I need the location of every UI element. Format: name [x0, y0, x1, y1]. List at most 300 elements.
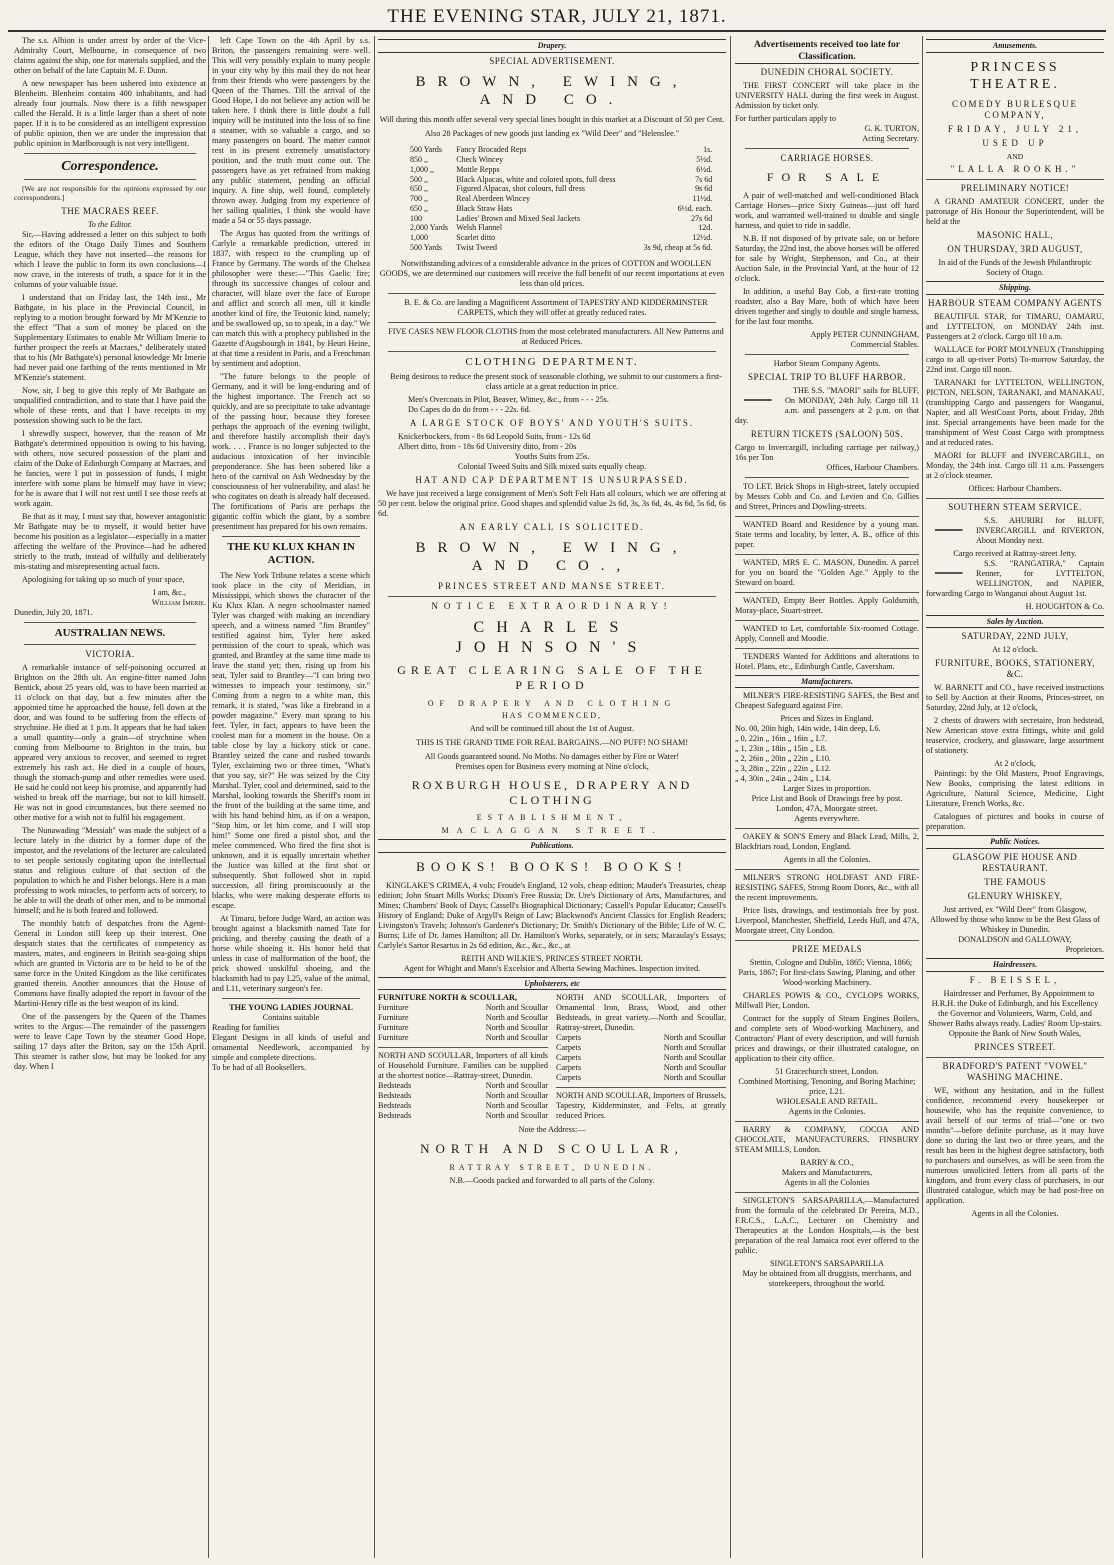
section-heading: AUSTRALIAN NEWS.: [54, 626, 166, 639]
paragraph: A new newspaper has been ushered into existence at Blenheim. Blenheim contains 400 inhabitants, and had already four journals. Now there is a fifth newspaper called the Herald. It is a little larger than a sheet of note paper. If it is to be considered as an intelligent expression of public opinion, then we are under the impression that public opinion in Marlborough is not very intelligent.: [14, 79, 206, 148]
ad-line: We have just received a large consignment of Men's Soft Felt Hats all colours, which we are offering at 50 per cent. below the original price. Good shapes and splendid value 2s 6d, 3s, 3s 6d, 4s, 4s 6d, 5s 6d, 6s 6d.: [378, 488, 726, 518]
ad-title: CHARLES JOHNSON'S: [455, 619, 649, 656]
ad-title: BOOKS! BOOKS! BOOKS!: [416, 858, 688, 874]
divider: [745, 477, 909, 478]
divider: [222, 536, 360, 537]
ad-title: F. BEISSEL,: [969, 974, 1061, 985]
list-item: [378, 1101, 548, 1111]
ad-line: Prices and Sizes in England.: [780, 714, 874, 724]
list-item: [556, 1073, 726, 1083]
price-item: Welsh Flannel: [456, 223, 503, 233]
article-title: THE MACRAES REEF.: [61, 205, 159, 216]
list-item-value: North and Scoullar: [485, 1023, 548, 1033]
price-row: [408, 165, 714, 175]
ad-title: FURNITURE, BOOKS, STATIONERY, &C.: [935, 658, 1095, 680]
list-item-value: North and Scoullar: [663, 1073, 726, 1083]
price-value: 6½d. each.: [677, 203, 713, 213]
ad-title: THE YOUNG LADIES JOURNAL: [229, 1002, 353, 1012]
paragraph: The Argus has quoted from the writings of Carlyle a remarkable prediction, uttered in 1837, with respect to the crumpling up of France by Germany. The words of the Chelsea philosopher were these:—"This Gaelic fire; through its successive changes of colour and character, will blaze over the face of Europe and afflict and scorch all men, till it kindle another kind of fire, the Teutonic kind, namely; and be swallowed up, so to speak, in a day." We can match this with a prophecy published in the Gazette d'Augsbourgh in 1841, by Heuri Heine, at that time a resident in Paris, and a Frenchman by sentiment and adoption.: [212, 229, 370, 368]
price-qty: 1,000 ,,: [410, 164, 434, 174]
ad-line: Contains suitable: [262, 1012, 320, 1022]
paragraph: The New York Tribune relates a scene which took place in the city of Meridian, in Mississippi, which shows the character of the Ku Klux Klan. A negro schoolmaster named Tyler was charged with making an incendiary speech, and a witness named "Jim Brantley" testified against him, Tyler here asked permission of the court to speak, which was granted, and Brantley at the same time made to leave the stand yet; then, rising up from his seat, Tyler said to Brantley—"I can bring two witnesses to impeach your testimony, sir." Coming from a negro to a white man, this remark, it is stated, "was like a firebrand in a powder magazine." Every man sprang to his feet. Tyler, in fact, appears to have been the coolest man for a moment in the house. On a table close by lay a hickory stick or cane. Brantley seized the cane and rushed towards Tyler, exclaiming two or three times, "What's that you say, sir?" He was seized by the City Marshal. Tyler, cool and determined, said to the Marshal, looking towards the Sheriff's room in the front of the building at the same time, and with his hand behind him, as if on a weapon, "Stop him, or let him come, and I will stop him!" Some one fired a pistol shot, and the melee commenced. Who fired the first shot is unknown, and it is equally uncertain whether the Justice was killed at the first shot or subsequently. Shot followed shot in rapid succession, all firing promiscuously at the blacks, who were making desperate efforts to escape.: [212, 570, 370, 910]
ad-line: WALLACE for PORT MOLYNEUX (Transhipping cargo to all up-river Ports) To-morrow Saturday, the 22nd inst. Cargo till noon.: [926, 344, 1104, 374]
list-item-label: Bedsteads: [378, 1111, 412, 1121]
ad-line: 2 chests of drawers with secretaire, Iron bedstead, New American stove extra fittings, white and gold teaservice, crockery, and glassware, large assortment of stationery.: [926, 716, 1104, 756]
ad-line: WANTED, MRS E. C. MASON, Dunedin. A parcel for you on board the "Golden Age." Apply to the Steward on board.: [735, 554, 919, 588]
ad-line: Do Capes do do do from - - - 22s. 6d.: [408, 404, 531, 414]
list-item-label: Carpets: [556, 1043, 582, 1053]
list-item-value: North and Scoullar: [485, 1081, 548, 1091]
column-6: [926, 36, 1104, 1558]
ad-line: Price List and Book of Drawings free by post.: [751, 794, 903, 804]
list-item-label: Furniture: [378, 1013, 409, 1023]
price-row: [408, 194, 714, 204]
price-row: [408, 243, 714, 253]
ad-line: Combined Mortising, Tenoning, and Boring Machine; price, L21.: [738, 1077, 916, 1097]
section-heading: Advertisements received too late for Classification.: [735, 40, 919, 64]
price-item: Twist Tweed: [456, 242, 498, 252]
list-item: „ 2, 26in „ 20in „ 22in „ L10.: [735, 754, 831, 764]
upholsterers-ads: [378, 993, 726, 1121]
ad-line: Agent for Whight and Mann's Excelsior and Alberta Sewing Machines. Inspection invited.: [403, 963, 701, 973]
ad-line: Elegant Designs in all kinds of useful and ornamental Needlework, accompanied by simple and complete directions.: [212, 1032, 370, 1062]
price-value: 12½d.: [692, 233, 713, 243]
ad-line: ESTABLISHMENT,: [476, 813, 628, 823]
list-item-value: North and Scoullar: [485, 1003, 548, 1013]
price-item: Mottle Repps: [456, 164, 500, 174]
price-value: 7s 6d: [695, 174, 713, 184]
divider: [388, 596, 716, 597]
ad-line: MASONIC HALL,: [976, 229, 1054, 240]
ad-title: GLENURY WHISKEY,: [967, 890, 1063, 901]
section-label: Manufacturers.: [735, 675, 919, 689]
ad-line: Apply PETER CUNNINGHAM,: [810, 329, 919, 339]
divider: [388, 322, 716, 323]
divider: [222, 998, 360, 999]
ad-line: Price lists, drawings, and testimonials free by post. Liverpool, Manchester, Sheffield, Leeds Hull, and 47A, Moorgate street, City London.: [735, 906, 919, 936]
ad-line: USED UP: [982, 137, 1048, 148]
ad-line: In aid of the Funds of the Jewish Philanthropic Society of Otago.: [938, 257, 1092, 277]
price-item: Ladies' Brown and Mixed Seal Jackets: [456, 213, 581, 223]
section-label: Upholsterers, etc: [378, 977, 726, 991]
ad-line: CHARLES POWIS & CO., CYCLOPS WORKS, Millwall Pier, London.: [735, 991, 919, 1011]
ad-line: Proprietors.: [1065, 944, 1104, 954]
ad-line: Contract for the supply of Steam Engines Boilers, and complete sets of Wood-working Machinery, and Contractors' Plant of every description, and will furnish prices and drawings, or their illustrated catalogue, on application to their city office.: [735, 1014, 919, 1064]
ad-title: PRELIMINARY NOTICE!: [926, 179, 1104, 194]
ad-line: N.B.—Goods packed and forwarded to all parts of the Colony.: [449, 1175, 655, 1185]
divider: [388, 351, 716, 352]
price-list-body: [408, 145, 714, 252]
bedstead-list: [378, 1081, 548, 1121]
ad-line: May be obtained from all druggists, merchants, and storekeepers, throughout the world.: [742, 1269, 912, 1289]
ad-line: All Goods guaranteed sound. No Moths. No damages either by Fire or Water!: [424, 752, 680, 762]
ad-title: SATURDAY, 22ND JULY,: [961, 631, 1069, 642]
ad-title: PRIZE MEDALS: [735, 940, 919, 955]
ad-address: PRINCES STREET AND MANSE STREET.: [438, 581, 666, 592]
section-heading: Correspondence.: [61, 159, 159, 174]
ad-line: Premises open for Business every morning at Nine o'clock,: [455, 762, 649, 772]
ad-title: DUNEDIN CHORAL SOCIETY.: [760, 67, 894, 78]
price-value: 5½d.: [696, 155, 713, 165]
ad-line: Knickerbockers, from - 8s 6d Leopold Suits, from - 12s 6d: [398, 431, 591, 441]
list-item-value: North and Scoullar: [485, 1111, 548, 1121]
ad-title: HARBOUR STEAM COMPANY AGENTS: [927, 297, 1103, 308]
price-row: [408, 204, 714, 214]
ad-line: Agents in the Colonies.: [788, 1107, 866, 1117]
ad-line: Agents in all the Colonies.: [971, 1208, 1059, 1218]
price-qty: 500 Yards: [410, 242, 443, 252]
section-label: Amusements.: [926, 39, 1104, 53]
article-subtitle: To the Editor.: [87, 219, 133, 229]
ad-line: FIVE CASES NEW FLOOR CLOTHS from the most celebrated manufacturers. All New Patterns and at Reduced Prices.: [388, 326, 724, 346]
ad-line: Will during this month offer several very special lines bought in this market at a Discount of 50 per Cent.: [379, 115, 725, 125]
ad-line: BARRY & COMPANY, COCOA AND CHOCOLATE, MANUFACTURERS, FINSBURY STEAM MILLS, London.: [735, 1121, 919, 1155]
ad-line: MILNER'S FIRE-RESISTING SAFES, the Best and Cheapest Safeguard against Fire.: [735, 691, 919, 711]
price-item: Real Aberdeen Wincey: [456, 194, 531, 204]
price-row: [408, 214, 714, 224]
ad-line: THE S.S. "MAORI" sails for BLUFF, On MONDAY, 24th July. Cargo till 11 a.m. and passengers at 2 p.m. on that day.: [735, 385, 919, 425]
column-rule: [730, 36, 731, 1558]
ad-line: Reading for families: [212, 1022, 280, 1032]
list-item-value: North and Scoullar: [663, 1033, 726, 1043]
paragraph: One of the passengers by the Queen of the Thames writes to the Argus:—The remainder of the passengers were to leave Cape Town by the steamer Good Hope, sailing 17 days after the Briton, say on the 15th April. This steamer is rather slow, but may be looked for any day. When I: [14, 1011, 206, 1071]
ad-line: TO LET. Brick Shops in High-street, lately occupied by Messrs Cobb and Co. and Levien and Co. Gillies and Street, Princes and Dowling-streets.: [735, 481, 919, 511]
ad-line: London, 47A, Moorgate street.: [776, 804, 878, 814]
price-qty: 1,000: [410, 233, 428, 243]
list-item: No. 00, 20in high, 14in wide, 14in deep, L6.: [735, 724, 881, 734]
ad-line: SINGLETON'S SARSAPARILLA,—Manufactured from the formula of the celebrated Dr Pereira, M.D., F.R.C.S., L.A.C., Lecturer on Chemistry and Therapeutics at the London Hospitals,—is the best preparation of the real Jamaica root ever offered to the public.: [735, 1192, 919, 1256]
ad-line: WE, without any hesitation, and in the fullest confidence, recommend every housekeeper or housewife, who has the requisite convenience, to avail herself of our terms of trial—"one or two months"—before definite purchase, as it may have done so during the last two or three years, and the result has been in the highest degree satisfactory, both to purchasers and ourselves, as will be seen from the numerous unsolicited letters from all parts of the kingdom, and from every class of purchasers, in our illustrated catalogue, which may be had post-free on application.: [926, 1085, 1104, 1205]
ad-line: A pair of well-matched and well-conditioned Black Carriage Horses—price Sixty Guineas—just off hard work, and warranted well-trained to double and single harness, and quiet to ride in saddle.: [735, 190, 919, 230]
ad-line: Makers and Manufacturers,: [781, 1168, 873, 1178]
ad-line: Agents in all the Colonies.: [783, 855, 871, 865]
ad-line: At 12 o'clock.: [992, 645, 1038, 655]
carpet-list: [556, 1033, 726, 1083]
ad-subtitle: CLOTHING DEPARTMENT.: [465, 355, 639, 368]
ad-line: WANTED to Let, comfortable Six-roomed Cottage. Apply, Connell and Moodie.: [735, 620, 919, 644]
masthead: THE EVENING STAR, JULY 21, 1871.: [387, 6, 727, 27]
ad-kicker: NOTICE EXTRAORDINARY!: [431, 601, 673, 612]
column-2: [212, 36, 370, 1558]
ad-line: In addition, a useful Bay Cob, a first-rate trotting roadster, also a Bay Mare, both of which have been driven together and singly to double and single harness, for the last four months.: [735, 286, 919, 326]
ad-line: 51 Gracechurch street, London.: [775, 1067, 879, 1077]
list-item: [378, 1091, 548, 1101]
ad-line: S.S. AHURIRI for BLUFF, INVERCARGILL and RIVERTON, About Monday next.: [976, 515, 1104, 545]
ad-line: Larger Sizes in proportion.: [782, 784, 872, 794]
ad-line: And will be continued till about the 1st of August.: [469, 724, 635, 734]
price-value: 9s 6d: [695, 184, 713, 194]
ad-line: WANTED, Empty Beer Bottles. Apply Goldsmith, Moray-place, Stuart-street.: [735, 592, 919, 616]
ad-line: THE FAMOUS: [984, 876, 1046, 887]
price-value: 27s 6d: [691, 213, 713, 223]
paragraph: The monthly batch of despatches from the Agent-General in London still keep up their interest. One despatch states that the certificates of competency as masters, mates, and engineers in British sea-going ships which are granted in Victoria are to be held to be of the same force in the United Kingdom as the like certificates granted therein. Another announces that the House of Commons have finally adopted the report in favour of the Martini-Henry rifle as the best weapon of its kind.: [14, 918, 206, 1008]
price-item: Check Wincey: [456, 155, 504, 165]
divider: [745, 148, 909, 149]
article-title: THE KU KLUX KHAN IN ACTION.: [227, 541, 355, 567]
ad-line: S.S. "RANGATIRA," Captain Renner, for LYTTELTON, WELLINGTON, and NAPIER, forwarding Cargo to Wanganui about August 1st.: [926, 558, 1104, 598]
ad-line: Paintings: by the Old Masters, Proof Engravings, New Books, comprising the latest editions in Agriculture, Natural Science, Medicine, Light Literature, French Works, &c.: [926, 769, 1104, 809]
steamship-icon: [735, 386, 781, 414]
list-item-label: Bedsteads: [378, 1101, 412, 1111]
paragraph: "The future belongs to the people of Germany, and it will be long-enduring and of the highest importance. The French act so quickly, and are so precipitate to take advantage of the passing hour, because they foresee perhaps the approach of the evening twilight, and therefore hastily accomplish their day's work. . . . France is no longer subjected to the audacious intoxication of her invincible preponderance. She has been sobered like a hero of the carnival on Ash Wednesday by the consciousness of her vulnerability, and alas! he who cogitates on death is already half deceased. The fortifications of Paris are perhaps the gigantic coffin which the giant, by a sombre presentiment has prepared for his own remains.: [212, 372, 370, 531]
ad-line: BARRY & CO.,: [800, 1158, 854, 1168]
divider: [24, 153, 196, 154]
paragraph: The Nunawading "Messiah" was made the subject of a lecture lately in the district by a former dupe of the impostor, and the revelations of the lecturer are calculated to set people seriously cogitating upon the intellectual status and religious culture of that section of the population to which he and Fisher belongs. Here is a man professing to work miracles, to perform acts of sorcery, to be able to will the death of other men, and to be immortal himself; and he is both feared and followed.: [14, 825, 206, 915]
paragraph: Now, sir, I beg to give this reply of Mr Bathgate an unqualified contradiction, and to state that I have paid the whole of these rents, and that I have receipts in my possession showing such to be the fact.: [14, 385, 206, 425]
ad-title: NORTH AND SCOULLAR,: [420, 1141, 684, 1157]
price-qty: 500 Yards: [410, 145, 443, 155]
list-item: [378, 1033, 548, 1043]
section-label: Publications.: [378, 839, 726, 853]
list-item-label: Carpets: [556, 1033, 582, 1043]
list-item-value: North and Scoullar: [485, 1101, 548, 1111]
ad-title: PRINCESS THEATRE.: [970, 59, 1060, 92]
ad-line: Agents everywhere.: [794, 814, 860, 824]
list-item: [556, 1043, 726, 1053]
ad-title: ROXBURGH HOUSE, DRAPERY AND CLOTHING: [411, 778, 693, 807]
divider: [388, 293, 716, 294]
price-item: Black Straw Hats: [456, 203, 513, 213]
price-value: 11½d.: [692, 194, 713, 204]
list-item-value: North and Scoullar: [663, 1063, 726, 1073]
price-qty: 700 ,,: [410, 194, 428, 204]
list-item: „ 0, 22in „ 16in „ 16in „ L7.: [735, 734, 827, 744]
ad-line: Youths Suits from 25s.: [514, 451, 590, 461]
list-item-label: Furniture: [378, 1033, 409, 1043]
ad-title: SPECIAL TRIP TO BLUFF HARBOR.: [747, 371, 907, 382]
list-item: [556, 1063, 726, 1073]
list-item-value: North and Scoullar: [485, 1013, 548, 1023]
ad-line: Note the Address:—: [518, 1125, 586, 1135]
price-value: 3s 9d, cheap at 5s 6d.: [643, 242, 713, 252]
ad-title: GLASGOW PIE HOUSE AND RESTAURANT.: [952, 852, 1078, 873]
ad-line: Colonial Tweed Suits and Silk mixed suits equally cheap.: [457, 461, 647, 471]
list-item-value: North and Scoullar: [663, 1053, 726, 1063]
price-qty: 650 ,,: [410, 184, 428, 194]
list-item-label: Carpets: [556, 1073, 582, 1083]
paragraph: I shrewdly suspect, however, that the reason of Mr Bathgate's determined opposition is owing to his having, with others, now secured possession of the plant and claim of the Duke of Edinburgh Company at Macraes, and he fancies, were I put in possession of funds, I might interfere with some plans he himself may have in view; for he is aware that I will not rest until I see those reefs at work again.: [14, 428, 206, 508]
section-label: Hairdressers.: [926, 958, 1104, 972]
divider: [745, 354, 909, 355]
ad-line: Allowed by those who know to be the Best Glass of Whiskey in Dunedin.: [929, 914, 1101, 934]
list-item-value: North and Scoullar: [485, 1033, 548, 1043]
paragraph: A remarkable instance of self-poisoning occurred at Brighton on the 28th ult. An engine-fitter named John Bentick, about 25 years old, was to have been married at 11 o'clock on that day, but a few minutes after the appointed time he approached the house, fell down at the door, and was found to be suffering from the effects of strychnine. He died at 1 p.m. It appears that he had taken a small quantity—only a grain—of strychnine when coming from Melbourne to Brighton in the train, but appeared very anxious to recover, and seemed to regret extremely his rash act. He died in a couple of hours, though the stomach-pump and other remedies were used. He said he could not keep his promise, and apparently had wished to break off the marriage, but not to kill himself. He was not in good circumstances, but there seemed no other motive for a wish not to fulfil his engagement.: [14, 662, 206, 822]
ad-title: BROWN, EWING, AND CO.: [415, 73, 689, 109]
paragraph: Apologising for taking up so much of your space,: [22, 574, 185, 584]
ad-line: SINGLETON'S SARSAPARILLA: [769, 1259, 885, 1269]
ad-line: THE FIRST CONCERT will take place in the UNIVERSITY HALL during the first week in August. Admission by ticket only.: [735, 81, 919, 111]
ad-line: REITH AND WILKIE'S, PRINCES STREET NORTH.: [461, 953, 643, 963]
ad-subtitle: A LARGE STOCK OF BOYS' AND YOUTH'S SUITS.: [409, 417, 695, 428]
price-row: [408, 145, 714, 155]
list-item: [378, 1003, 548, 1013]
ad-line: Harbor Steam Company Agents.: [773, 358, 881, 368]
ad-line: NORTH AND SCOULLAR, Importers of all kinds of Household Furniture. Families can be supplied at the shortest notice—Rattray-street, Dunedin.: [378, 1047, 548, 1081]
ad-line: H. HOUGHTON & Co.: [1025, 601, 1104, 611]
ad-line: Also 28 Packages of new goods just landing ex "Wild Deer" and "Helenslee.": [424, 129, 680, 139]
editorial-note: [We are not responsible for the opinions expressed by our correspondents.]: [14, 184, 206, 203]
ad-line: "LALLA ROOKH.": [950, 164, 1080, 175]
list-item-label: Carpets: [556, 1053, 582, 1063]
ad-line: OAKEY & SON'S Emery and Black Lead, Mills, 2, Blackfriars road, London, England.: [735, 828, 919, 852]
column-rule: [374, 36, 375, 1558]
ad-subtitle: AN EARLY CALL IS SOLICITED.: [459, 521, 645, 532]
steamship-icon: [926, 559, 972, 587]
paragraph: Sir,—Having addressed a letter on this subject to both the editors of the Otago Daily Times and Southern League, which they have not inserted—the reasons for which I leave the public to form its own conclusions—I now crave, in the interests of truth, a space for it in the columns of your valuable issue.: [14, 229, 206, 289]
ad-title: SOUTHERN STEAM SERVICE.: [926, 498, 1104, 513]
section-label: Drapery.: [378, 39, 726, 53]
divider: [24, 622, 196, 623]
ad-line: HAS COMMENCED,: [501, 711, 602, 721]
price-list: [408, 145, 714, 252]
list-item: „ 4, 30in „ 24in „ 24in „ L14.: [735, 774, 831, 784]
ad-title: BROWN, EWING, AND CO.,: [415, 539, 689, 575]
price-value: 12d.: [698, 223, 713, 233]
list-item-label: Bedsteads: [378, 1091, 412, 1101]
list-item-label: Furniture: [378, 1023, 409, 1033]
safe-size-list: [735, 724, 919, 784]
paragraph: I understand that on Friday last, the 14th inst., Mr Bathgate, in his place in the Provincial Council, in replying to a motion brought forward by Mr M'Kenzie to the effect "That a sum of money be placed on the Supplementary Estimates to enable Mr William Imerie to further prospect the reefs at Macraes," deliberately stated that to his (Mr Bathgate's) personal knowledge Mr Imerie had never paid one farthing of the rents mentioned in Mr M'Kenzie's statement.: [14, 292, 206, 382]
ad-line: KINGLAKE'S CRIMEA, 4 vols; Froude's England, 12 vols, cheap edition; Mauder's Treasuries, cheap edition; John Stuart Mills Works; Dixon's Free Russia; Dr. Ure's Dictionary of Arts, Manufactures, and Mines; Chambers' Book of Days; Cassell's Biographical Dictionary; Cassell's Popular Educator; Cassell's History of England; Duke of Argyll's Reign of Law; Blackwood's Ancient Classics for English Readers; Livingston's Travels; Johnson's Gardener's Dictionary; Dr. Smith's Dictionary of the Bible; Life of W. C. Burns; Life of Dr. James Hamilton; all Dr. Hamilton's Works, separately, or in sets; Macaulay's Essays; Carlyle's Sartor Resartus in 2s 6d edition, &c., &c., &c., at: [378, 880, 726, 950]
paragraph: At Timaru, before Judge Ward, an action was brought against a blacksmith named Tate for pricking, and thereby causing the death of a horse while shoeing it. His honor held that unless in case of malformation of the hoof, the prick showed unskilful shoeing, and the blacksmith had to pay L25, value of the animal, and L11, veterinary surgeon's fee.: [212, 913, 370, 993]
ad-line: Just arrived, ex "Wild Deer" from Glasgow,: [943, 904, 1087, 914]
ad-line: RETURN TICKETS (SALOON) 50S.: [750, 428, 904, 439]
signoff: I am, &c.,: [153, 587, 186, 597]
list-item-label: Bedsteads: [378, 1081, 412, 1091]
price-row: [408, 233, 714, 243]
ad-line: Albert ditto, from - 18s 6d University ditto, from - 20s: [398, 441, 577, 451]
ad-line: W. BARNETT and CO., have received instructions to Sell by Auction at their Rooms, Princes-street, on Saturday, 22nd July, at 12 o'clock,: [926, 683, 1104, 713]
column-1: [14, 36, 206, 1558]
divider: [24, 179, 196, 180]
list-item: [378, 1013, 548, 1023]
ad-address: MACLAGGAN STREET.: [441, 826, 663, 836]
ad-line: NORTH AND SCOULLAR, Importers of Ornamental Iron, Brass, Wood, and other Bedsteads, in great variety.—North and Scoullar, Rattray-street, Dunedin.: [556, 993, 726, 1033]
column-5: [735, 36, 919, 1558]
section-label: Shipping.: [926, 281, 1104, 295]
ad-line: FRIDAY, JULY 21,: [947, 123, 1083, 134]
price-row: [408, 184, 714, 194]
ad-line: Cargo to Invercargill, including carriage per railway,) 16s per Ton: [735, 442, 919, 462]
ad-line: To be had of all Booksellers.: [212, 1062, 307, 1072]
ad-line: Commercial Stables.: [850, 339, 919, 349]
price-row: [408, 175, 714, 185]
list-item: „ 3, 28in „ 22in „ 22in „ L12.: [735, 764, 831, 774]
ad-title: BRADFORD'S PATENT "VOWEL" WASHING MACHINE.: [926, 1057, 1104, 1083]
list-item: [556, 1033, 726, 1043]
ad-title: CARRIAGE HORSES.: [780, 153, 874, 164]
list-item-label: Furniture: [378, 1003, 409, 1013]
ad-line: MILNER'S STRONG HOLDFAST AND FIRE-RESISTING SAFES, Strong Room Doors, &c., with all the recent improvements.: [735, 869, 919, 903]
ad-line: Stettin, Cologne and Dublin, 1865; Vienna, 1866; Paris, 1867; For first-class Sawing, Planing, and other Wood-working Machinery.: [738, 958, 916, 988]
ad-title: FURNITURE NORTH & SCOULLAR,: [378, 993, 517, 1003]
ad-address: RATTRAY STREET, DUNEDIN.: [449, 1163, 655, 1173]
ad-line: B. E. & Co. are landing a Magnificent Assortment of TAPESTRY AND KIDDERMINSTER CARPETS, which they will offer at greatly reduced rates.: [404, 297, 708, 317]
column-3-4-advertisements: [378, 36, 726, 1558]
section-label: Public Notices.: [926, 835, 1104, 849]
ad-line: Catalogues of pictures and books in course of preparation.: [926, 812, 1104, 832]
ad-line: MAORI for BLUFF and INVERCARGILL, on Monday, the 24th inst. Cargo till 11 a.m. Passengers at 2 o'clock steamer.: [926, 450, 1104, 480]
list-item: [378, 1081, 548, 1091]
ad-line: Agents in all the Colonies: [784, 1178, 870, 1188]
list-item: „ 1, 23in „ 18in „ 15in „ L8.: [735, 744, 827, 754]
list-item-label: Carpets: [556, 1063, 582, 1073]
list-item: [378, 1111, 548, 1121]
price-item: Scarlet ditto: [456, 233, 496, 243]
ad-line: BEAUTIFUL STAR, for TIMARU, OAMARU, and LYTTELTON, on MONDAY 24th inst. Passengers at 2 o'clock. Cargo till 10 a.m.: [926, 311, 1104, 341]
ad-line: WANTED Board and Residence by a young man. State terms and locality, by letter, A. B., office of this paper.: [735, 516, 919, 550]
column-rule: [922, 36, 923, 1558]
ad-line: TENDERS Wanted for Additions and alterations to Hotel. Plans, etc., Edinburgh Castle, Caversham.: [735, 648, 919, 672]
dateline: Dunedin, July 20, 1871.: [14, 607, 93, 617]
ad-block: [378, 993, 548, 1121]
ad-line: WHOLESALE AND RETAIL.: [776, 1097, 878, 1107]
price-item: Figured Alpacas, shot colours, full dress: [456, 184, 585, 194]
price-item: Fancy Brocaded Reps: [456, 145, 527, 155]
steamship-icon: [926, 516, 972, 544]
ad-line: DONALDSON and GALLOWAY,: [958, 934, 1072, 944]
price-value: 1s.: [703, 145, 713, 155]
ad-line: AND: [1006, 151, 1024, 161]
list-item-value: North and Scoullar: [663, 1043, 726, 1053]
masthead-rule: [8, 30, 1106, 32]
list-item: [556, 1053, 726, 1063]
list-item-value: North and Scoullar: [485, 1091, 548, 1101]
column-rule: [208, 36, 209, 1558]
ad-line: NORTH AND SCOULLAR, Importers of Brussels, Tapestry, Kidderminster, and Felts, at greatly reduced Prices.: [556, 1087, 726, 1121]
price-item: Black Alpacas, white and colored spots, full dress: [456, 174, 616, 184]
ad-line: Acting Secretary.: [862, 134, 919, 144]
paragraph: The s.s. Albion is under arrest by order of the Vice-Admiralty Court, Melbourne, in consequence of two claims against the ship, one for materials supplied, and the other on behalf of the late Captain M. F. Dunn.: [14, 36, 206, 75]
price-qty: 2,000 Yards: [410, 223, 449, 233]
price-value: 6½d.: [696, 164, 713, 174]
ad-title: FOR SALE: [766, 170, 888, 185]
ad-line: N.B. If not disposed of by private sale, on or before Saturday, the 22nd inst, the above horses will be offered for sale by Wright, Stephenson, and Co., at their Auction Sale, in the Provincial Yard, at the hour of 12 o'clock.: [735, 233, 919, 283]
ad-line: Notwithstanding advices of a considerable advance in the prices of COTTON and WOOLLEN GOODS, we are determined our customers will receive the full benefit of our recent importations at even less than old prices.: [379, 258, 725, 288]
ad-line: THIS IS THE GRAND TIME FOR REAL BARGAINS.—NO PUFF! NO SHAM!: [415, 738, 689, 748]
ad-line: Offices, Harbour Chambers.: [826, 462, 919, 472]
section-label: Sales by Auction.: [926, 615, 1104, 629]
ad-line: TARANAKI for LYTTELTON, WELLINGTON, PICTON, NELSON, TARANAKI, and MANAKAU, (transhipping Cargo and passengers for Wanganui, Napier, and all WestCoast Ports, about Friday, 28th inst. Special arrangements have been made for the transhipment of West Coast Cargo with promptness and at reduced rates.: [926, 377, 1104, 447]
ad-line: Cargo received at Rattray-street Jetty.: [953, 548, 1077, 558]
price-qty: 850 ,,: [410, 155, 428, 165]
ad-line: Men's Overcoats in Pilot, Beaver, Witney, &c., from - - - 25s.: [408, 394, 609, 404]
price-row: [408, 155, 714, 165]
signature: William Imerie.: [151, 597, 206, 607]
paragraph: Be that as it may, I must say that, however antagonistic Mr Bathgate may be to myself, it would better have become his position as a legislator—especially in a matter affecting the welfare of the Province—had he adhered strictly to the truth, instead of wilfully and deliberately mis-stating and misrepresenting actual facts.: [14, 511, 206, 571]
ad-block: [556, 993, 726, 1121]
ad-line: OF DRAPERY AND CLOTHING: [427, 698, 677, 708]
price-qty: 100: [410, 213, 422, 223]
price-row: [408, 223, 714, 233]
ad-line: At 2 o'clock,: [994, 759, 1036, 769]
paragraph: left Cape Town on the 4th April by s.s. Briton, the passengers remaining were well. This will very possibly explain to many people in your city why by this mail they do not hear from their friends who were passengers by the Queen of the Thames. Till the arrival of the Good Hope, I do not believe any action will be taken here. I think there is little doubt a full inquiry will be instituted into the loss of so fine a steamer, with so valuable a cargo, and so many passengers on board. The matter cannot rest in its present extremely unsatisfactory position, and the truth must come out. The passengers have as yet refrained from making any public statement, pending an official inquiry. A fine ship, well found, completely thrown away. Judging from my experience of her sailing qualities, I think she would have made a 54 or 55 days passage.: [212, 36, 370, 225]
divider: [24, 644, 196, 645]
ad-subtitle: GREAT CLEARING SALE OF THE PERIOD: [397, 663, 707, 693]
ad-kicker: SPECIAL ADVERTISEMENT.: [489, 55, 615, 66]
list-item: [378, 1023, 548, 1033]
price-qty: 500 ,,: [410, 174, 428, 184]
ad-line: COMEDY BURLESQUE COMPANY,: [952, 98, 1078, 120]
ad-line: For further particulars apply to: [735, 114, 836, 124]
ad-line: Being desirous to reduce the present stock of seasonable clothing, we submit to our customers a first-class article at a great reduction in price.: [390, 371, 722, 391]
ad-line: Hairdresser and Perfumer, By Appointment to H.R.H. the Duke of Edinburgh, and his Excellency the Governor and Volunteers, Warm, Cold, and Shower Baths always ready. Ladies' Room Up-stairs. Opposite the Bank of New South Wales,: [928, 988, 1102, 1038]
furniture-list: [378, 1003, 548, 1043]
ad-line: G. K. TURTON,: [864, 124, 919, 134]
article-title: VICTORIA.: [85, 648, 135, 659]
ad-line: ON THURSDAY, 3RD AUGUST,: [947, 243, 1083, 254]
ad-line: PRINCES STREET.: [974, 1041, 1056, 1052]
